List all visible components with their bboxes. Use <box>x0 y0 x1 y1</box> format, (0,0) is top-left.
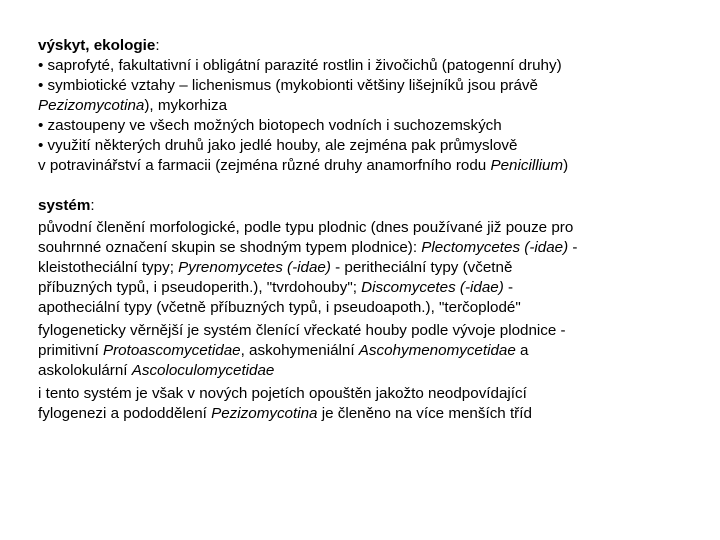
heading-text: výskyt, ekologie <box>38 37 156 54</box>
text-span: askolokulární <box>38 362 132 379</box>
taxon-name: Penicillium <box>490 157 564 174</box>
paragraph-line: původní členění morfologické, podle typu plodnic (dnes používané již pouze pro <box>38 219 574 236</box>
text-span: primitivní <box>38 342 103 359</box>
taxon-name: Pyrenomycetes (-idae) <box>178 259 331 276</box>
text-span: je členěno na více menších tříd <box>317 405 532 422</box>
text-span: v potravinářství a farmacii (zejména různé druhy anamorfního rodu <box>38 157 491 174</box>
section-heading <box>38 196 688 216</box>
text-span: , askohymeniální <box>240 342 359 359</box>
paragraph-line <box>38 341 688 361</box>
bullet-item: • saprofyté, fakultativní i obligátní parazité rostlin i živočichů (patogenní druhy) <box>38 57 562 74</box>
heading-colon: : <box>90 197 95 214</box>
taxon-name: Pezizomycotina <box>38 97 145 114</box>
taxon-name: Protoascomycetidae <box>102 342 241 359</box>
bullet-continuation <box>38 156 688 176</box>
text-span: příbuzných typů, i pseudoperith.), "tvrdohouby"; <box>38 279 362 296</box>
text-span: ) <box>563 157 569 174</box>
paragraph-line: apotheciální typy (včetně příbuzných typů, i pseudoapoth.), "terčoplodé" <box>38 299 521 316</box>
taxon-name: Discomycetes (-idae) <box>361 279 504 296</box>
section-heading <box>38 36 688 56</box>
paragraph-line: i tento systém je však v nových pojetích opouštěn jakožto neodpovídající <box>38 385 527 402</box>
text-span: ), mykorhiza <box>144 97 228 114</box>
taxon-name: Ascoloculomycetidae <box>131 362 275 379</box>
paragraph-line <box>38 238 688 258</box>
bullet-item: • využití některých druhů jako jedlé houby, ale zejména pak průmyslově <box>38 137 518 154</box>
paragraph-line: fylogeneticky věrnější je systém členící vřeckaté houby podle vývoje plodnice - <box>38 322 566 339</box>
paragraph-line <box>38 361 688 381</box>
text-span: - peritheciální typy (včetně <box>330 259 513 276</box>
text-span: fylogenezi a pododdělení <box>38 405 212 422</box>
bullet-item: • symbiotické vztahy – lichenismus (mykobionti většiny lišejníků jsou právě <box>38 77 538 94</box>
text-span: - <box>503 279 514 296</box>
paragraph-line <box>38 258 688 278</box>
text-span: - <box>568 239 578 256</box>
text-span: kleistotheciální typy; <box>38 259 179 276</box>
bullet-item: • zastoupeny ve všech možných biotopech vodních i suchozemských <box>38 117 502 134</box>
taxon-name: Pezizomycotina <box>211 405 318 422</box>
taxon-name: Ascohymenomycetidae <box>358 342 516 359</box>
text-span: souhrnné označení skupin se shodným typem plodnice): <box>38 239 422 256</box>
heading-colon: : <box>155 37 160 54</box>
bullet-continuation <box>38 96 688 116</box>
paragraph-line <box>38 404 688 424</box>
paragraph-line <box>38 278 688 298</box>
section-occurrence-ecology <box>38 36 688 176</box>
section-system <box>38 196 688 424</box>
heading-text: systém <box>38 197 91 214</box>
taxon-name: Plectomycetes (-idae) <box>421 239 569 256</box>
text-span: a <box>515 342 529 359</box>
